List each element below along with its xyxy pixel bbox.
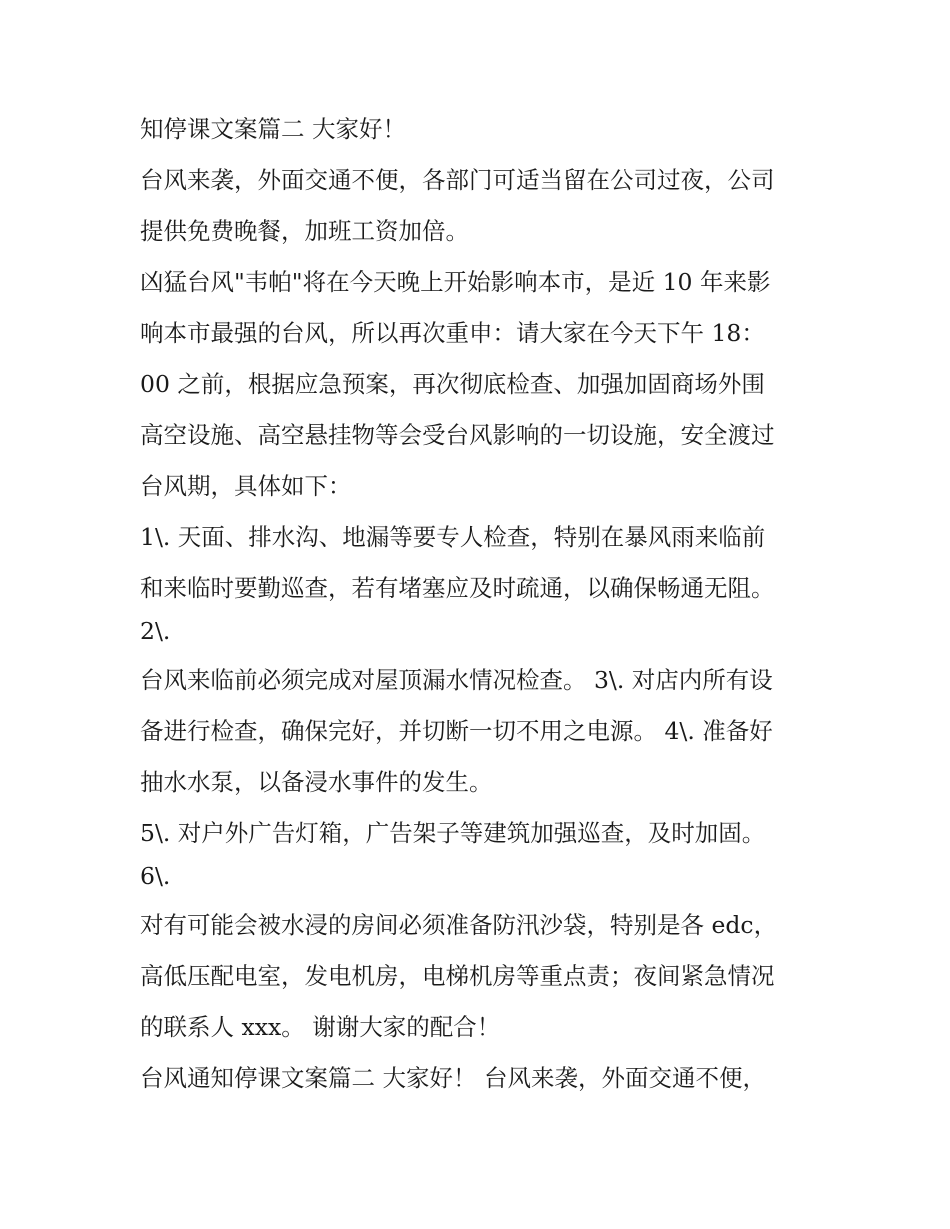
text-line: 抽水水泵，以备浸水事件的发生。 xyxy=(140,768,493,796)
text-line: 6\. xyxy=(140,862,171,890)
text-line: 2\. xyxy=(140,617,171,645)
text-line: 高空设施、高空悬挂物等会受台风影响的一切设施，安全渡过 xyxy=(140,421,775,449)
text-line: 00 之前，根据应急预案，再次彻底检查、加强加固商场外围 xyxy=(140,370,765,398)
text-line: 高低压配电室，发电机房，电梯机房等重点责；夜间紧急情况 xyxy=(140,962,775,990)
text-line: 台风通知停课文案篇二 大家好！ 台风来袭，外面交通不便， xyxy=(140,1064,766,1092)
text-line: 和来临时要勤巡查，若有堵塞应及时疏通，以确保畅通无阻。 xyxy=(140,574,775,602)
text-line: 1\. 天面、排水沟、地漏等要专人检查，特别在暴风雨来临前 xyxy=(140,523,766,551)
text-line: 提供免费晚餐，加班工资加倍。 xyxy=(140,217,469,245)
text-line: 对有可能会被水浸的房间必须准备防汛沙袋，特别是各 edc， xyxy=(140,911,778,939)
text-line: 的联系人 xxx。 谢谢大家的配合！ xyxy=(140,1013,501,1041)
text-line: 台风来临前必须完成对屋顶漏水情况检查。 3\. 对店内所有设 xyxy=(140,666,773,694)
text-line: 知停课文案篇二 大家好！ xyxy=(140,115,406,143)
text-line: 备进行检查，确保完好，并切断一切不用之电源。 4\. 准备好 xyxy=(140,717,773,745)
text-line: 台风来袭，外面交通不便，各部门可适当留在公司过夜，公司 xyxy=(140,166,775,194)
text-line: 响本市最强的台风，所以再次重申：请大家在今天下午 18： xyxy=(140,319,765,347)
text-line: 凶猛台风"韦帕"将在今天晚上开始影响本市，是近 10 年来影 xyxy=(140,268,771,296)
text-line: 台风期，具体如下： xyxy=(140,472,352,500)
text-line: 5\. 对户外广告灯箱，广告架子等建筑加强巡查，及时加固。 xyxy=(140,819,766,847)
